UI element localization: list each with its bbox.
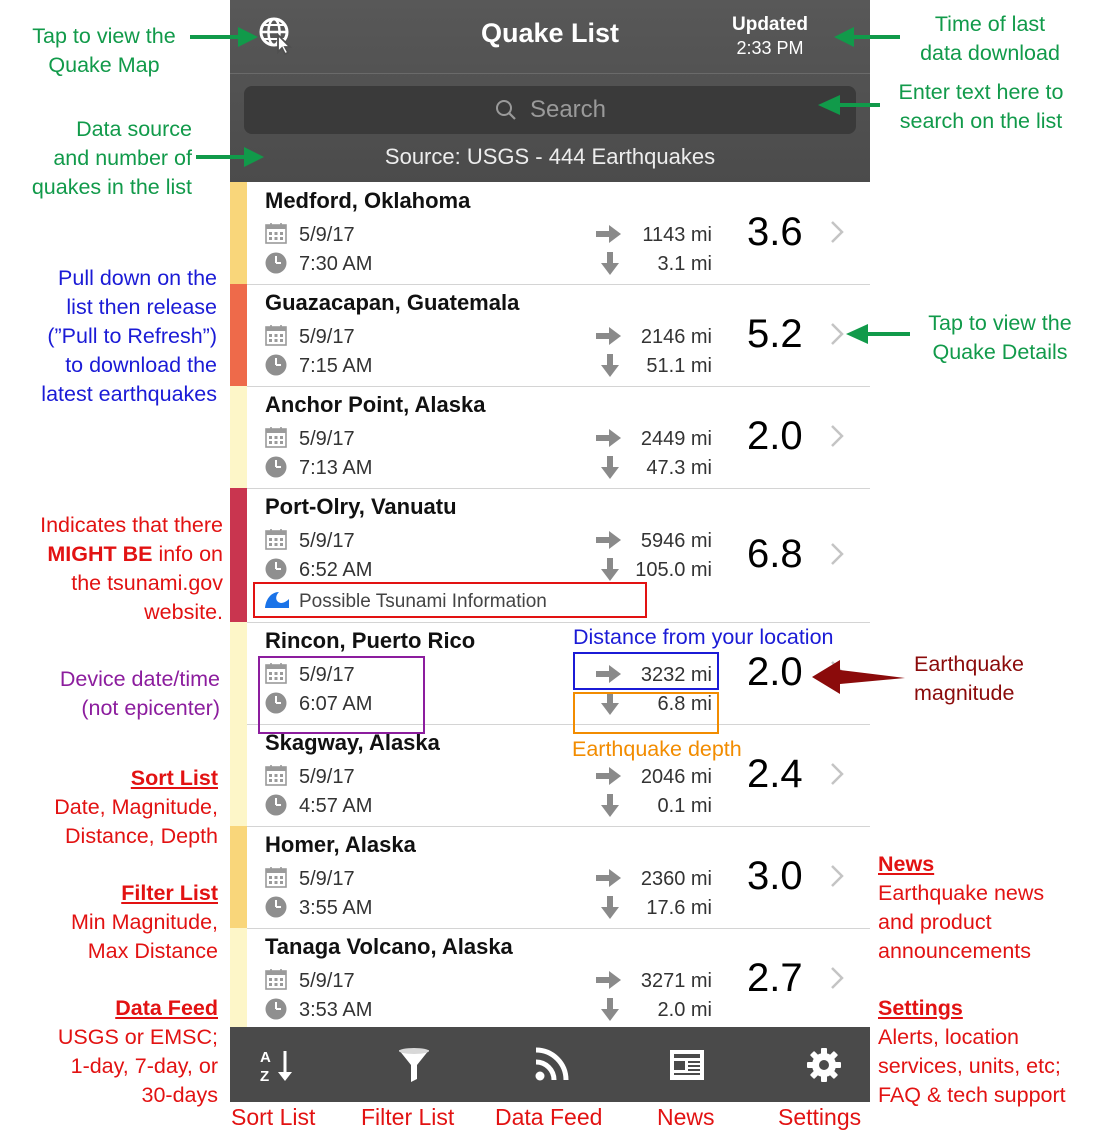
quake-magnitude: 2.0	[747, 414, 803, 458]
annotation-map: Tap to view the Quake Map	[32, 24, 176, 77]
quake-place: Homer, Alaska	[265, 832, 416, 857]
quake-date: 5/9/17	[299, 664, 355, 686]
label-sort-list: Sort List	[231, 1104, 316, 1130]
annotation-search: Enter text here to search on the list	[898, 80, 1064, 133]
quake-place: Anchor Point, Alaska	[265, 392, 486, 417]
quake-time: 7:13 AM	[299, 457, 373, 479]
updated-time: 2:33 PM	[736, 38, 804, 58]
annotation-details: Tap to view the Quake Details	[928, 311, 1072, 364]
quake-time: 6:07 AM	[299, 693, 373, 715]
annotation-filter: Filter List Min Magnitude, Max Distance	[71, 881, 218, 963]
annotation-magnitude: Earthquake magnitude	[914, 652, 1024, 705]
quake-time: 3:53 AM	[299, 999, 373, 1021]
quake-time: 6:52 AM	[299, 559, 373, 581]
quake-date: 5/9/17	[299, 530, 355, 552]
quake-distance: 5946 mi	[640, 530, 712, 552]
quake-distance: 1143 mi	[642, 224, 712, 246]
quake-date: 5/9/17	[299, 970, 355, 992]
quake-magnitude: 2.4	[747, 752, 803, 796]
annotation-depth: Earthquake depth	[572, 737, 742, 761]
quake-depth: 6.8 mi	[657, 693, 712, 715]
quake-depth: 51.1 mi	[646, 355, 712, 377]
annotation-tsunami: Indicates that there MIGHT BE info on the tsunami.gov website.	[40, 513, 223, 624]
quake-distance: 3232 mi	[640, 664, 712, 686]
quake-time: 3:55 AM	[299, 897, 373, 919]
quake-depth: 0.1 mi	[657, 795, 712, 817]
quake-magnitude: 2.7	[747, 956, 803, 1000]
quake-distance: 2360 mi	[640, 868, 712, 890]
label-settings: Settings	[778, 1104, 862, 1130]
annotation-sort: Sort List Date, Magnitude, Distance, Depth	[54, 766, 218, 848]
page-title: Quake List	[480, 18, 620, 48]
label-news: News	[657, 1104, 715, 1130]
quake-distance: 3271 mi	[640, 970, 712, 992]
annotation-pull-to-refresh: Pull down on the list then release (”Pull to Refresh”) to download the latest earthquakes	[41, 266, 217, 406]
annotation-source: Data source and number of quakes in the list	[31, 117, 192, 199]
annotation-feed: Data Feed USGS or EMSC; 1-day, 7-day, or 30-days	[57, 996, 218, 1107]
annotation-last-download: Time of last data download	[920, 12, 1060, 65]
quake-place: Tanaga Volcano, Alaska	[265, 934, 513, 959]
quake-magnitude: 3.0	[747, 854, 803, 898]
quake-distance: 2449 mi	[640, 428, 712, 450]
quake-place: Port-Olry, Vanuatu	[265, 494, 457, 519]
quake-distance: 2046 mi	[640, 766, 712, 788]
label-data-feed: Data Feed	[495, 1104, 603, 1130]
quake-time: 7:30 AM	[299, 253, 373, 275]
quake-date: 5/9/17	[299, 428, 355, 450]
quake-magnitude: 6.8	[747, 532, 803, 576]
quake-depth: 2.0 mi	[657, 999, 712, 1021]
quake-date: 5/9/17	[299, 326, 355, 348]
quake-depth: 105.0 mi	[635, 559, 712, 581]
label-filter-list: Filter List	[361, 1104, 455, 1130]
svg-text:Z: Z	[260, 1068, 270, 1085]
updated-label: Updated	[732, 14, 808, 35]
quake-time: 4:57 AM	[299, 795, 373, 817]
tsunami-label: Possible Tsunami Information	[299, 591, 547, 612]
annotation-news: News Earthquake news and product announcements	[878, 852, 1045, 963]
quake-magnitude: 2.0	[747, 650, 803, 694]
quake-place: Rincon, Puerto Rico	[265, 628, 476, 653]
quake-magnitude: 3.6	[747, 210, 803, 254]
search-placeholder: Search	[529, 96, 607, 123]
quake-distance: 2146 mi	[640, 326, 712, 348]
annotation-settings: Settings Alerts, location services, units, etc; FAQ & tech support	[878, 996, 1066, 1107]
annotation-distance: Distance from your location	[573, 625, 834, 649]
quake-magnitude: 5.2	[747, 312, 803, 356]
quake-date: 5/9/17	[299, 766, 355, 788]
quake-place: Skagway, Alaska	[265, 730, 440, 755]
quake-time: 7:15 AM	[299, 355, 373, 377]
quake-date: 5/9/17	[299, 868, 355, 890]
quake-place: Guazacapan, Guatemala	[265, 290, 520, 315]
source-summary: Source: USGS - 444 Earthquakes	[384, 144, 716, 169]
quake-place: Medford, Oklahoma	[265, 188, 471, 213]
quake-depth: 17.6 mi	[646, 897, 712, 919]
quake-depth: 3.1 mi	[657, 253, 712, 275]
quake-date: 5/9/17	[299, 224, 355, 246]
quake-depth: 47.3 mi	[646, 457, 712, 479]
annotation-device-time: Device date/time (not epicenter)	[59, 667, 220, 720]
svg-text:A: A	[260, 1049, 271, 1066]
